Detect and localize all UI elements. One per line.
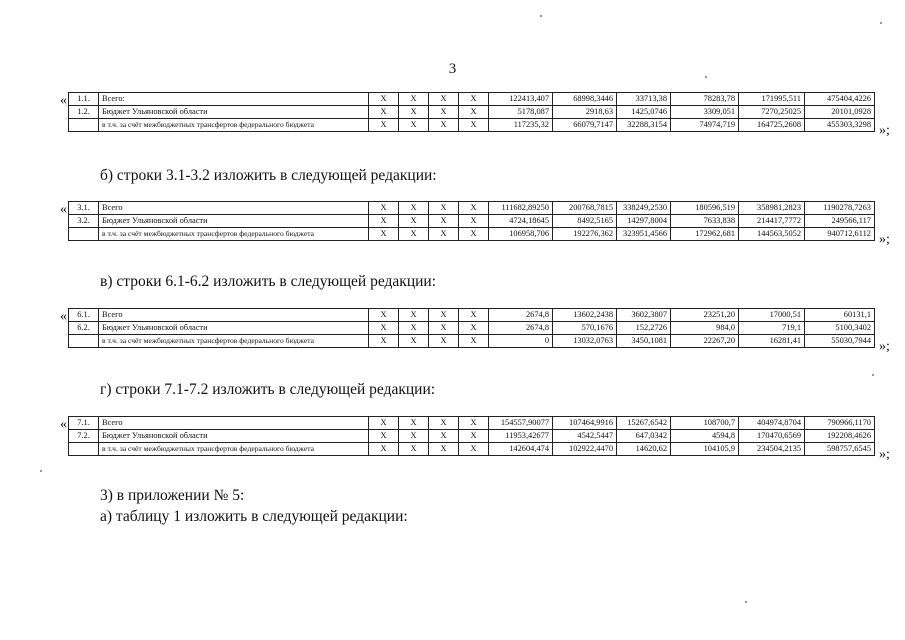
- scan-speck: [872, 374, 874, 376]
- value-cell: 13602,2438: [553, 309, 617, 322]
- value-cell: 249566,117: [805, 215, 875, 228]
- x-mark-cell: X: [369, 309, 399, 322]
- value-cell: 404974,8704: [739, 417, 805, 430]
- x-mark-cell: X: [459, 335, 489, 348]
- value-cell: 122413,407: [489, 93, 553, 106]
- x-mark-cell: X: [429, 417, 459, 430]
- x-mark-cell: X: [429, 119, 459, 132]
- value-cell: 180596,519: [671, 202, 739, 215]
- table-row: [69, 215, 875, 228]
- scan-speck: [745, 601, 747, 603]
- row-number-cell: 1.1.: [69, 93, 99, 106]
- value-cell: 192208,4626: [805, 430, 875, 443]
- value-cell: 117235,32: [489, 119, 553, 132]
- value-cell: 338249,2530: [617, 202, 671, 215]
- value-cell: 570,1676: [553, 322, 617, 335]
- row-label-cell: Бюджет Ульяновской области: [99, 106, 369, 119]
- value-cell: 214417,7772: [739, 215, 805, 228]
- value-cell: 66079,7147: [553, 119, 617, 132]
- open-quote: «: [60, 309, 67, 324]
- value-cell: 1190278,7263: [805, 202, 875, 215]
- budget-table: [68, 416, 875, 456]
- value-cell: 32288,3154: [617, 119, 671, 132]
- value-cell: 170470,6569: [739, 430, 805, 443]
- value-cell: 13032,0763: [553, 335, 617, 348]
- x-mark-cell: X: [369, 322, 399, 335]
- x-mark-cell: X: [429, 228, 459, 241]
- value-cell: 1425,0746: [617, 106, 671, 119]
- value-cell: 11953,42677: [489, 430, 553, 443]
- x-mark-cell: X: [399, 215, 429, 228]
- x-mark-cell: X: [399, 443, 429, 456]
- x-mark-cell: X: [369, 106, 399, 119]
- x-mark-cell: X: [459, 228, 489, 241]
- x-mark-cell: X: [459, 93, 489, 106]
- value-cell: 984,0: [671, 322, 739, 335]
- value-cell: 4594,8: [671, 430, 739, 443]
- x-mark-cell: X: [459, 309, 489, 322]
- row-label-cell: в т.ч. за счёт межбюджетных трансфертов федерального бюджета: [99, 228, 369, 241]
- x-mark-cell: X: [429, 335, 459, 348]
- value-cell: 323951,4566: [617, 228, 671, 241]
- x-mark-cell: X: [399, 93, 429, 106]
- value-cell: 78283,78: [671, 93, 739, 106]
- value-cell: 719,1: [739, 322, 805, 335]
- x-mark-cell: X: [369, 119, 399, 132]
- row-number-cell: 6.2.: [69, 322, 99, 335]
- row-label-cell: в т.ч. за счёт межбюджетных трансфертов федерального бюджета: [99, 335, 369, 348]
- x-mark-cell: X: [459, 322, 489, 335]
- x-mark-cell: X: [369, 443, 399, 456]
- value-cell: 7633,838: [671, 215, 739, 228]
- value-cell: 0: [489, 335, 553, 348]
- x-mark-cell: X: [399, 119, 429, 132]
- value-cell: 108700,7: [671, 417, 739, 430]
- row-number-cell: 6.1.: [69, 309, 99, 322]
- x-mark-cell: X: [369, 202, 399, 215]
- x-mark-cell: X: [429, 309, 459, 322]
- row-number-cell: 3.1.: [69, 202, 99, 215]
- value-cell: 790966,1170: [805, 417, 875, 430]
- x-mark-cell: X: [459, 119, 489, 132]
- row-number-cell: [69, 335, 99, 348]
- x-mark-cell: X: [369, 93, 399, 106]
- value-cell: 8492,5165: [553, 215, 617, 228]
- value-cell: 192276,362: [553, 228, 617, 241]
- value-cell: 55030,7944: [805, 335, 875, 348]
- x-mark-cell: X: [369, 228, 399, 241]
- x-mark-cell: X: [459, 443, 489, 456]
- x-mark-cell: X: [429, 202, 459, 215]
- row-label-cell: Всего:: [99, 93, 369, 106]
- heading-rows-7: г) строки 7.1-7.2 изложить в следующей редакции:: [100, 381, 436, 398]
- value-cell: 107464,9916: [553, 417, 617, 430]
- value-cell: 3602,3807: [617, 309, 671, 322]
- row-label-cell: Всего: [99, 202, 369, 215]
- row-label-cell: Бюджет Ульяновской области: [99, 430, 369, 443]
- close-quote: »;: [879, 123, 890, 138]
- value-cell: 234504,2135: [739, 443, 805, 456]
- value-cell: 4542,5447: [553, 430, 617, 443]
- value-cell: 60131,1: [805, 309, 875, 322]
- close-quote: »;: [879, 339, 890, 354]
- scan-speck: [880, 22, 882, 24]
- value-cell: 2918,63: [553, 106, 617, 119]
- value-cell: 152,2726: [617, 322, 671, 335]
- value-cell: 598757,6545: [805, 443, 875, 456]
- x-mark-cell: X: [399, 228, 429, 241]
- row-label-cell: Бюджет Ульяновской области: [99, 322, 369, 335]
- table-row: [69, 309, 875, 322]
- value-cell: 154557,90077: [489, 417, 553, 430]
- value-cell: 940712,6112: [805, 228, 875, 241]
- table-row: [69, 228, 875, 241]
- value-cell: 2674,8: [489, 322, 553, 335]
- row-number-cell: 7.2.: [69, 430, 99, 443]
- open-quote: «: [60, 417, 67, 432]
- open-quote: «: [60, 202, 67, 217]
- close-quote: »;: [879, 232, 890, 247]
- value-cell: 200768,7815: [553, 202, 617, 215]
- x-mark-cell: X: [459, 417, 489, 430]
- value-cell: 68998,3446: [553, 93, 617, 106]
- row-label-cell: Всего: [99, 417, 369, 430]
- row-number-cell: 1.2.: [69, 106, 99, 119]
- x-mark-cell: X: [369, 215, 399, 228]
- value-cell: 358981,2823: [739, 202, 805, 215]
- row-number-cell: [69, 443, 99, 456]
- value-cell: 22267,20: [671, 335, 739, 348]
- x-mark-cell: X: [369, 430, 399, 443]
- scan-speck: [40, 470, 42, 472]
- x-mark-cell: X: [399, 309, 429, 322]
- x-mark-cell: X: [369, 335, 399, 348]
- x-mark-cell: X: [399, 430, 429, 443]
- x-mark-cell: X: [429, 93, 459, 106]
- x-mark-cell: X: [399, 202, 429, 215]
- budget-table: [68, 92, 875, 132]
- row-label-cell: в т.ч. за счёт межбюджетных трансфертов федерального бюджета: [99, 119, 369, 132]
- x-mark-cell: X: [399, 417, 429, 430]
- value-cell: 5100,3402: [805, 322, 875, 335]
- table-row: [69, 417, 875, 430]
- heading-rows-3: б) строки 3.1-3.2 изложить в следующей редакции:: [100, 167, 437, 184]
- x-mark-cell: X: [399, 335, 429, 348]
- heading-table-1: а) таблицу 1 изложить в следующей редакции:: [100, 508, 408, 525]
- table-row: [69, 106, 875, 119]
- x-mark-cell: X: [429, 430, 459, 443]
- heading-rows-6: в) строки 6.1-6.2 изложить в следующей редакции:: [100, 273, 437, 290]
- table-row: [69, 322, 875, 335]
- table-row: [69, 119, 875, 132]
- value-cell: 3450,1081: [617, 335, 671, 348]
- value-cell: 104105,9: [671, 443, 739, 456]
- value-cell: 164725,2608: [739, 119, 805, 132]
- row-number-cell: 7.1.: [69, 417, 99, 430]
- value-cell: 15267,6542: [617, 417, 671, 430]
- budget-table: [68, 201, 875, 241]
- value-cell: 14297,8004: [617, 215, 671, 228]
- value-cell: 455303,3298: [805, 119, 875, 132]
- table-row: [69, 430, 875, 443]
- value-cell: 3309,051: [671, 106, 739, 119]
- x-mark-cell: X: [429, 215, 459, 228]
- row-label-cell: Всего: [99, 309, 369, 322]
- value-cell: 144563,5052: [739, 228, 805, 241]
- row-label-cell: в т.ч. за счёт межбюджетных трансфертов федерального бюджета: [99, 443, 369, 456]
- value-cell: 16281,41: [739, 335, 805, 348]
- open-quote: «: [60, 93, 67, 108]
- scan-speck: [705, 76, 707, 78]
- x-mark-cell: X: [429, 322, 459, 335]
- budget-table: [68, 308, 875, 348]
- value-cell: 111682,89250: [489, 202, 553, 215]
- value-cell: 172962,681: [671, 228, 739, 241]
- value-cell: 74974,719: [671, 119, 739, 132]
- x-mark-cell: X: [399, 106, 429, 119]
- x-mark-cell: X: [459, 215, 489, 228]
- row-number-cell: [69, 228, 99, 241]
- x-mark-cell: X: [459, 106, 489, 119]
- table-row: [69, 443, 875, 456]
- value-cell: 33713,38: [617, 93, 671, 106]
- value-cell: 7270,25025: [739, 106, 805, 119]
- value-cell: 23251,20: [671, 309, 739, 322]
- table-row: [69, 93, 875, 106]
- x-mark-cell: X: [399, 322, 429, 335]
- value-cell: 14620,62: [617, 443, 671, 456]
- value-cell: 142604,474: [489, 443, 553, 456]
- x-mark-cell: X: [429, 443, 459, 456]
- value-cell: 475404,4226: [805, 93, 875, 106]
- table-row: [69, 335, 875, 348]
- row-number-cell: 3.2.: [69, 215, 99, 228]
- value-cell: 102922,4470: [553, 443, 617, 456]
- value-cell: 647,0342: [617, 430, 671, 443]
- row-number-cell: [69, 119, 99, 132]
- value-cell: 171995,511: [739, 93, 805, 106]
- row-label-cell: Бюджет Ульяновской области: [99, 215, 369, 228]
- value-cell: 106958,706: [489, 228, 553, 241]
- value-cell: 20101,0928: [805, 106, 875, 119]
- scan-speck: [540, 15, 542, 17]
- x-mark-cell: X: [459, 430, 489, 443]
- value-cell: 17000,51: [739, 309, 805, 322]
- value-cell: 2674,8: [489, 309, 553, 322]
- close-quote: »;: [879, 447, 890, 462]
- table-row: [69, 202, 875, 215]
- x-mark-cell: X: [459, 202, 489, 215]
- x-mark-cell: X: [369, 417, 399, 430]
- value-cell: 5178,087: [489, 106, 553, 119]
- value-cell: 4724,18645: [489, 215, 553, 228]
- x-mark-cell: X: [429, 106, 459, 119]
- page-number: 3: [448, 61, 457, 77]
- heading-appendix-5: 3) в приложении № 5:: [100, 487, 245, 504]
